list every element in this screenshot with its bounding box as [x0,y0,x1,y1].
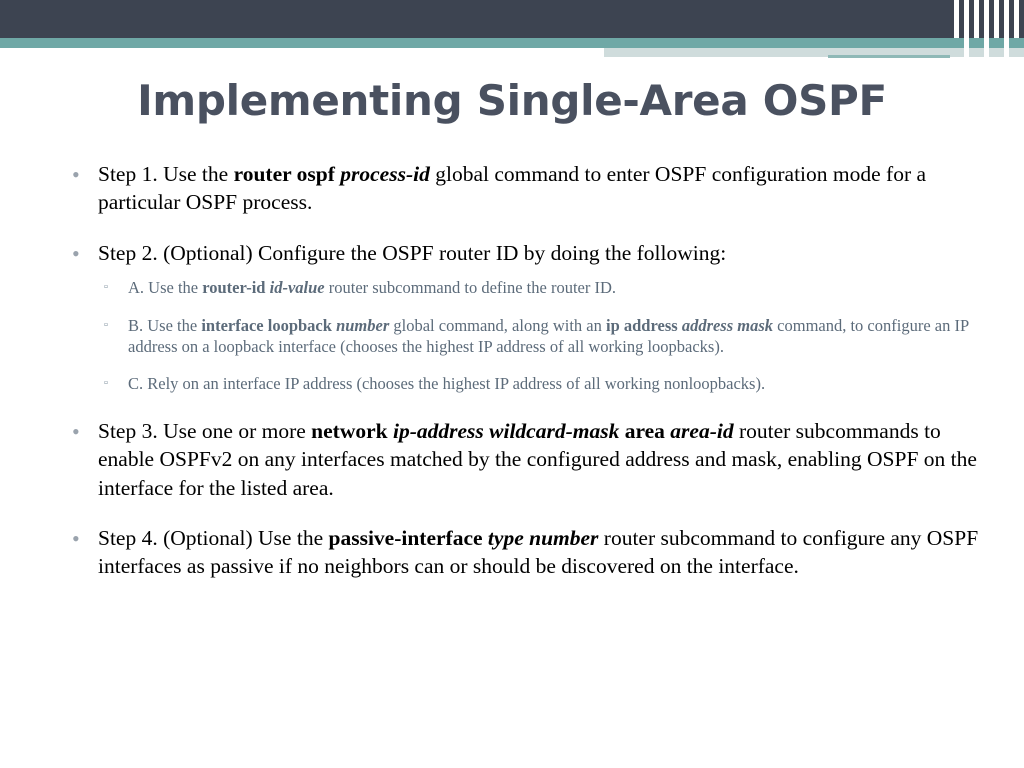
step2-sublist [98,277,982,395]
header-accent-rule [828,55,950,58]
header-band-dark [0,0,1024,38]
list-item-step3 [62,417,982,502]
step1-text: Step 1. Use the router ospf process-id global command to enter OSPF configuration mode for a particular OSPF process. [98,162,927,215]
header-tick-marks [950,0,1024,57]
list-item-step2b [98,315,982,358]
slide-body [62,160,982,603]
step2-text: Step 2. (Optional) Configure the OSPF router ID by doing the following: [98,240,727,265]
sub-bullet-icon: ▫ [104,377,108,390]
bullet-icon: • [72,526,80,551]
slide-title: Implementing Single-Area OSPF [137,76,887,125]
list-item-step4 [62,524,982,581]
step-list [62,160,982,581]
bullet-icon: • [72,240,80,266]
step2b-text: B. Use the interface loopback number global command, along with an ip address address mask command, to configure an IP address on a loopback interface (chooses the highest IP address of all working loopbacks). [128,315,969,356]
list-item-step2 [62,239,982,395]
header-band-notch [0,48,604,57]
step3-text: Step 3. Use one or more network ip-address wildcard-mask area area-id router subcommands to enable OSPFv2 on any interfaces matched by the configured address and mask, enabling OSPF on the interface for the listed area. [98,418,977,500]
list-item-step2a [98,277,982,298]
bullet-icon: • [72,418,80,444]
step4-text: Step 4. (Optional) Use the passive-interface type number router subcommand to configure any OSPF interfaces as passive if no neighbors can or should be discovered on the interface. [98,526,979,579]
step2a-text: A. Use the router-id id-value router subcommand to define the router ID. [128,278,617,298]
step2c-text: C. Rely on an interface IP address (chooses the highest IP address of all working nonloopbacks). [128,374,766,394]
sub-bullet-icon: ▫ [104,318,108,331]
sub-bullet-icon: ▫ [104,281,108,294]
header-band-teal [0,38,1024,48]
bullet-icon: • [72,162,80,187]
list-item-step2c [98,373,982,394]
list-item-step1 [62,160,982,217]
